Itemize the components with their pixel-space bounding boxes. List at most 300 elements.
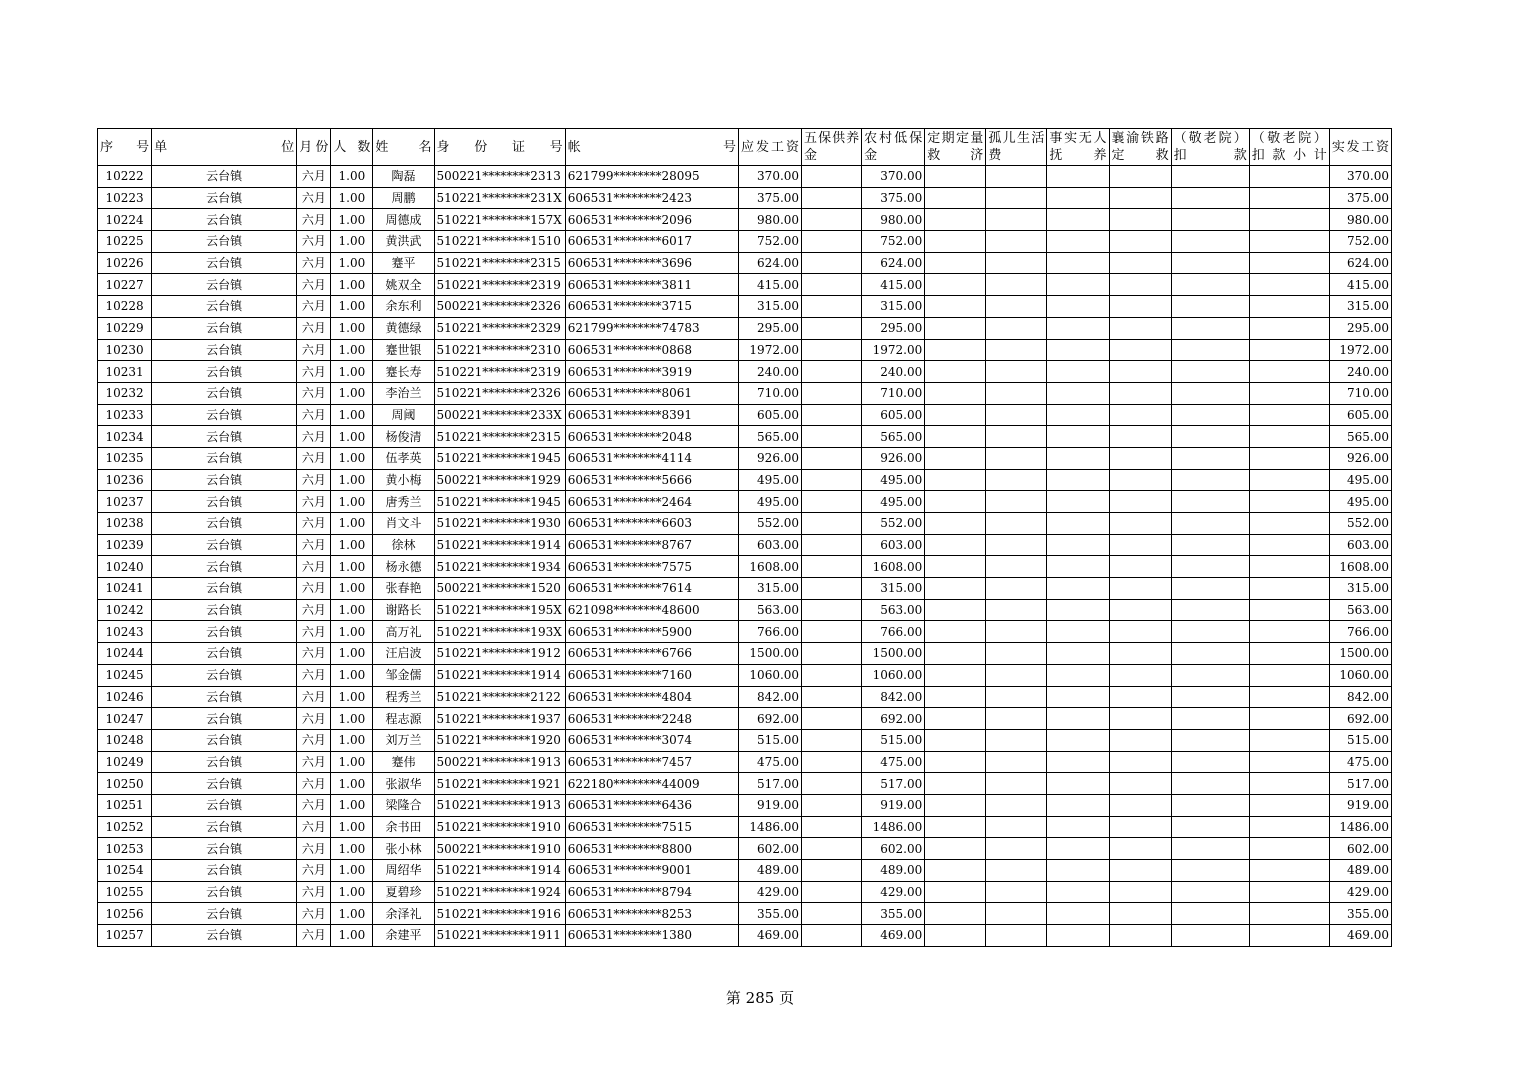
cell-net-pay: 1972.00 [1329,339,1391,361]
cell-unit: 云台镇 [152,643,297,665]
cell-railway-relief [1109,643,1171,665]
cell-count: 1.00 [331,794,373,816]
cell-payable: 1486.00 [738,816,801,838]
cell-five-guarantee [802,187,862,209]
cell-rural-subsidy: 495.00 [862,491,925,513]
table-row [98,794,1392,816]
cell-periodic-relief [925,404,986,426]
cell-unit: 云台镇 [152,339,297,361]
cell-payable: 842.00 [738,686,801,708]
cell-payable: 692.00 [738,708,801,730]
cell-id-number: 510221********1911 [434,925,565,947]
cell-railway-relief [1109,296,1171,318]
cell-month: 六月 [297,339,331,361]
cell-nursing-deduction [1171,252,1249,274]
cell-account: 606531********3696 [565,252,738,274]
cell-nursing-deduction [1171,317,1249,339]
table-row [98,643,1392,665]
cell-name: 杨俊清 [373,426,434,448]
cell-nursing-deduction [1171,816,1249,838]
cell-railway-relief [1109,339,1171,361]
cell-seq: 10251 [98,794,152,816]
cell-orphan-allowance [986,382,1047,404]
cell-orphan-allowance [986,187,1047,209]
cell-id-number: 510221********1916 [434,903,565,925]
cell-seq: 10246 [98,686,152,708]
cell-rural-subsidy: 980.00 [862,209,925,231]
cell-account: 621799********74783 [565,317,738,339]
cell-net-pay: 489.00 [1329,860,1391,882]
cell-month: 六月 [297,491,331,513]
cell-rural-subsidy: 692.00 [862,708,925,730]
cell-unit: 云台镇 [152,231,297,253]
cell-payable: 565.00 [738,426,801,448]
cell-periodic-relief [925,447,986,469]
cell-periodic-relief [925,209,986,231]
cell-payable: 469.00 [738,925,801,947]
cell-account: 606531********7575 [565,556,738,578]
cell-unsupported-child [1047,166,1109,188]
cell-nursing-deduction-subtotal [1249,881,1329,903]
cell-periodic-relief [925,166,986,188]
header-net-pay: 实发工资 [1329,129,1391,166]
table-row [98,708,1392,730]
cell-id-number: 510221********1920 [434,729,565,751]
cell-seq: 10224 [98,209,152,231]
cell-periodic-relief [925,382,986,404]
cell-month: 六月 [297,881,331,903]
cell-railway-relief [1109,513,1171,535]
cell-rural-subsidy: 495.00 [862,469,925,491]
cell-nursing-deduction [1171,903,1249,925]
cell-orphan-allowance [986,578,1047,600]
cell-railway-relief [1109,556,1171,578]
cell-payable: 1608.00 [738,556,801,578]
header-name: 姓名 [373,129,434,166]
cell-name: 陶磊 [373,166,434,188]
table-row [98,404,1392,426]
cell-railway-relief [1109,816,1171,838]
table-row [98,578,1392,600]
cell-nursing-deduction-subtotal [1249,252,1329,274]
cell-payable: 603.00 [738,534,801,556]
cell-account: 606531********4114 [565,447,738,469]
cell-seq: 10248 [98,729,152,751]
cell-five-guarantee [802,621,862,643]
cell-nursing-deduction [1171,382,1249,404]
header-id-number: 身份证号 [434,129,565,166]
cell-account: 606531********8767 [565,534,738,556]
cell-unit: 云台镇 [152,925,297,947]
cell-account: 606531********8391 [565,404,738,426]
cell-count: 1.00 [331,513,373,535]
cell-five-guarantee [802,881,862,903]
cell-account: 606531********5900 [565,621,738,643]
cell-railway-relief [1109,252,1171,274]
cell-nursing-deduction-subtotal [1249,447,1329,469]
cell-net-pay: 1500.00 [1329,643,1391,665]
cell-nursing-deduction [1171,751,1249,773]
cell-railway-relief [1109,925,1171,947]
cell-unsupported-child [1047,599,1109,621]
cell-orphan-allowance [986,708,1047,730]
cell-payable: 489.00 [738,860,801,882]
cell-rural-subsidy: 429.00 [862,881,925,903]
cell-railway-relief [1109,838,1171,860]
cell-rural-subsidy: 1972.00 [862,339,925,361]
cell-id-number: 510221********195X [434,599,565,621]
cell-unit: 云台镇 [152,513,297,535]
table-row [98,187,1392,209]
cell-count: 1.00 [331,556,373,578]
cell-railway-relief [1109,382,1171,404]
cell-month: 六月 [297,469,331,491]
cell-orphan-allowance [986,274,1047,296]
cell-unsupported-child [1047,925,1109,947]
cell-unsupported-child [1047,491,1109,513]
cell-five-guarantee [802,252,862,274]
cell-unsupported-child [1047,686,1109,708]
cell-rural-subsidy: 515.00 [862,729,925,751]
cell-month: 六月 [297,361,331,383]
cell-nursing-deduction-subtotal [1249,382,1329,404]
cell-unsupported-child [1047,794,1109,816]
cell-nursing-deduction-subtotal [1249,339,1329,361]
header-account: 帐号 [565,129,738,166]
cell-railway-relief [1109,447,1171,469]
cell-unsupported-child [1047,231,1109,253]
table-row [98,361,1392,383]
cell-five-guarantee [802,925,862,947]
cell-name: 蹇长寿 [373,361,434,383]
cell-name: 程志源 [373,708,434,730]
cell-unit: 云台镇 [152,729,297,751]
cell-id-number: 510221********1945 [434,447,565,469]
cell-payable: 295.00 [738,317,801,339]
cell-unit: 云台镇 [152,382,297,404]
cell-nursing-deduction [1171,881,1249,903]
cell-five-guarantee [802,664,862,686]
cell-periodic-relief [925,534,986,556]
cell-net-pay: 240.00 [1329,361,1391,383]
cell-periodic-relief [925,708,986,730]
cell-orphan-allowance [986,599,1047,621]
cell-payable: 240.00 [738,361,801,383]
cell-month: 六月 [297,860,331,882]
header-periodic-relief: 定期定量救济 [925,129,986,166]
cell-name: 谢路长 [373,599,434,621]
cell-account: 606531********6766 [565,643,738,665]
cell-seq: 10255 [98,881,152,903]
cell-orphan-allowance [986,881,1047,903]
cell-orphan-allowance [986,794,1047,816]
cell-payable: 624.00 [738,252,801,274]
cell-payable: 552.00 [738,513,801,535]
cell-unsupported-child [1047,816,1109,838]
cell-unsupported-child [1047,838,1109,860]
cell-orphan-allowance [986,556,1047,578]
cell-id-number: 510221********1930 [434,513,565,535]
table-row [98,838,1392,860]
cell-payable: 563.00 [738,599,801,621]
cell-nursing-deduction-subtotal [1249,686,1329,708]
cell-unsupported-child [1047,881,1109,903]
cell-nursing-deduction [1171,578,1249,600]
cell-nursing-deduction-subtotal [1249,231,1329,253]
cell-net-pay: 563.00 [1329,599,1391,621]
cell-railway-relief [1109,317,1171,339]
cell-five-guarantee [802,556,862,578]
cell-unsupported-child [1047,187,1109,209]
cell-rural-subsidy: 1060.00 [862,664,925,686]
cell-five-guarantee [802,686,862,708]
cell-unsupported-child [1047,404,1109,426]
cell-account: 606531********8253 [565,903,738,925]
cell-rural-subsidy: 766.00 [862,621,925,643]
cell-month: 六月 [297,166,331,188]
cell-periodic-relief [925,925,986,947]
cell-name: 黄德绿 [373,317,434,339]
cell-count: 1.00 [331,729,373,751]
cell-rural-subsidy: 563.00 [862,599,925,621]
cell-id-number: 510221********1934 [434,556,565,578]
cell-count: 1.00 [331,209,373,231]
cell-id-number: 510221********2329 [434,317,565,339]
cell-count: 1.00 [331,664,373,686]
cell-payable: 355.00 [738,903,801,925]
cell-net-pay: 1486.00 [1329,816,1391,838]
cell-railway-relief [1109,491,1171,513]
cell-nursing-deduction-subtotal [1249,794,1329,816]
cell-periodic-relief [925,513,986,535]
cell-nursing-deduction [1171,469,1249,491]
cell-nursing-deduction [1171,361,1249,383]
table-row [98,816,1392,838]
cell-id-number: 500221********2313 [434,166,565,188]
cell-railway-relief [1109,404,1171,426]
cell-seq: 10240 [98,556,152,578]
cell-unit: 云台镇 [152,404,297,426]
cell-month: 六月 [297,708,331,730]
cell-id-number: 510221********2319 [434,361,565,383]
cell-seq: 10235 [98,447,152,469]
table-row [98,556,1392,578]
cell-rural-subsidy: 842.00 [862,686,925,708]
cell-five-guarantee [802,469,862,491]
cell-nursing-deduction [1171,274,1249,296]
cell-railway-relief [1109,751,1171,773]
table-row [98,729,1392,751]
cell-periodic-relief [925,231,986,253]
cell-name: 刘万兰 [373,729,434,751]
cell-periodic-relief [925,751,986,773]
cell-payable: 429.00 [738,881,801,903]
cell-nursing-deduction [1171,621,1249,643]
cell-count: 1.00 [331,447,373,469]
cell-rural-subsidy: 710.00 [862,382,925,404]
cell-five-guarantee [802,231,862,253]
cell-name: 肖文斗 [373,513,434,535]
cell-railway-relief [1109,794,1171,816]
cell-unsupported-child [1047,773,1109,795]
page-number: 第 285 页 [725,989,795,1007]
table-row [98,664,1392,686]
cell-railway-relief [1109,426,1171,448]
cell-name: 伍孝英 [373,447,434,469]
cell-unsupported-child [1047,729,1109,751]
cell-net-pay: 355.00 [1329,903,1391,925]
cell-five-guarantee [802,838,862,860]
cell-seq: 10252 [98,816,152,838]
cell-railway-relief [1109,599,1171,621]
cell-account: 606531********8794 [565,881,738,903]
cell-month: 六月 [297,231,331,253]
cell-nursing-deduction-subtotal [1249,317,1329,339]
cell-railway-relief [1109,729,1171,751]
cell-rural-subsidy: 370.00 [862,166,925,188]
cell-name: 唐秀兰 [373,491,434,513]
cell-nursing-deduction [1171,686,1249,708]
cell-periodic-relief [925,252,986,274]
cell-orphan-allowance [986,491,1047,513]
cell-nursing-deduction [1171,339,1249,361]
cell-periodic-relief [925,599,986,621]
cell-orphan-allowance [986,317,1047,339]
cell-nursing-deduction [1171,860,1249,882]
cell-unit: 云台镇 [152,751,297,773]
cell-unit: 云台镇 [152,881,297,903]
cell-nursing-deduction-subtotal [1249,643,1329,665]
cell-seq: 10241 [98,578,152,600]
cell-railway-relief [1109,231,1171,253]
cell-rural-subsidy: 1608.00 [862,556,925,578]
cell-net-pay: 495.00 [1329,491,1391,513]
cell-orphan-allowance [986,252,1047,274]
cell-five-guarantee [802,513,862,535]
cell-nursing-deduction-subtotal [1249,578,1329,600]
cell-five-guarantee [802,426,862,448]
cell-nursing-deduction-subtotal [1249,816,1329,838]
cell-count: 1.00 [331,404,373,426]
cell-seq: 10247 [98,708,152,730]
cell-month: 六月 [297,643,331,665]
cell-count: 1.00 [331,643,373,665]
table-row [98,252,1392,274]
cell-net-pay: 624.00 [1329,252,1391,274]
cell-net-pay: 495.00 [1329,469,1391,491]
cell-unit: 云台镇 [152,578,297,600]
cell-unit: 云台镇 [152,209,297,231]
cell-periodic-relief [925,317,986,339]
cell-orphan-allowance [986,231,1047,253]
table-row [98,513,1392,535]
cell-unit: 云台镇 [152,838,297,860]
cell-seq: 10243 [98,621,152,643]
table-row [98,426,1392,448]
cell-name: 徐林 [373,534,434,556]
cell-railway-relief [1109,469,1171,491]
cell-payable: 752.00 [738,231,801,253]
cell-payable: 515.00 [738,729,801,751]
cell-rural-subsidy: 605.00 [862,404,925,426]
cell-seq: 10230 [98,339,152,361]
cell-unsupported-child [1047,274,1109,296]
cell-seq: 10231 [98,361,152,383]
cell-unsupported-child [1047,296,1109,318]
cell-unit: 云台镇 [152,794,297,816]
cell-month: 六月 [297,751,331,773]
cell-month: 六月 [297,426,331,448]
cell-account: 606531********2096 [565,209,738,231]
cell-orphan-allowance [986,447,1047,469]
cell-orphan-allowance [986,426,1047,448]
cell-five-guarantee [802,361,862,383]
table-row [98,773,1392,795]
cell-orphan-allowance [986,838,1047,860]
cell-id-number: 510221********1914 [434,534,565,556]
cell-account: 606531********3074 [565,729,738,751]
cell-rural-subsidy: 603.00 [862,534,925,556]
cell-account: 606531********7614 [565,578,738,600]
cell-month: 六月 [297,556,331,578]
cell-unit: 云台镇 [152,686,297,708]
cell-rural-subsidy: 469.00 [862,925,925,947]
cell-account: 606531********6603 [565,513,738,535]
header-railway-relief: 襄渝铁路定救 [1109,129,1171,166]
cell-payable: 766.00 [738,621,801,643]
header-seq: 序号 [98,129,152,166]
cell-net-pay: 919.00 [1329,794,1391,816]
cell-count: 1.00 [331,382,373,404]
cell-unsupported-child [1047,534,1109,556]
cell-periodic-relief [925,643,986,665]
cell-id-number: 510221********2326 [434,382,565,404]
cell-rural-subsidy: 926.00 [862,447,925,469]
cell-seq: 10239 [98,534,152,556]
cell-id-number: 510221********1914 [434,860,565,882]
cell-month: 六月 [297,317,331,339]
cell-seq: 10253 [98,838,152,860]
cell-id-number: 510221********1913 [434,794,565,816]
cell-name: 黄小梅 [373,469,434,491]
cell-count: 1.00 [331,361,373,383]
cell-railway-relief [1109,773,1171,795]
cell-account: 606531********0868 [565,339,738,361]
cell-count: 1.00 [331,599,373,621]
cell-count: 1.00 [331,274,373,296]
cell-periodic-relief [925,426,986,448]
cell-nursing-deduction-subtotal [1249,491,1329,513]
cell-periodic-relief [925,794,986,816]
cell-payable: 475.00 [738,751,801,773]
cell-nursing-deduction-subtotal [1249,838,1329,860]
cell-payable: 495.00 [738,491,801,513]
cell-five-guarantee [802,903,862,925]
cell-nursing-deduction-subtotal [1249,599,1329,621]
cell-railway-relief [1109,361,1171,383]
cell-five-guarantee [802,339,862,361]
cell-five-guarantee [802,794,862,816]
cell-rural-subsidy: 315.00 [862,296,925,318]
cell-month: 六月 [297,664,331,686]
cell-id-number: 500221********1913 [434,751,565,773]
cell-account: 606531********8061 [565,382,738,404]
cell-seq: 10223 [98,187,152,209]
cell-unit: 云台镇 [152,426,297,448]
cell-orphan-allowance [986,361,1047,383]
cell-id-number: 500221********2326 [434,296,565,318]
cell-five-guarantee [802,773,862,795]
